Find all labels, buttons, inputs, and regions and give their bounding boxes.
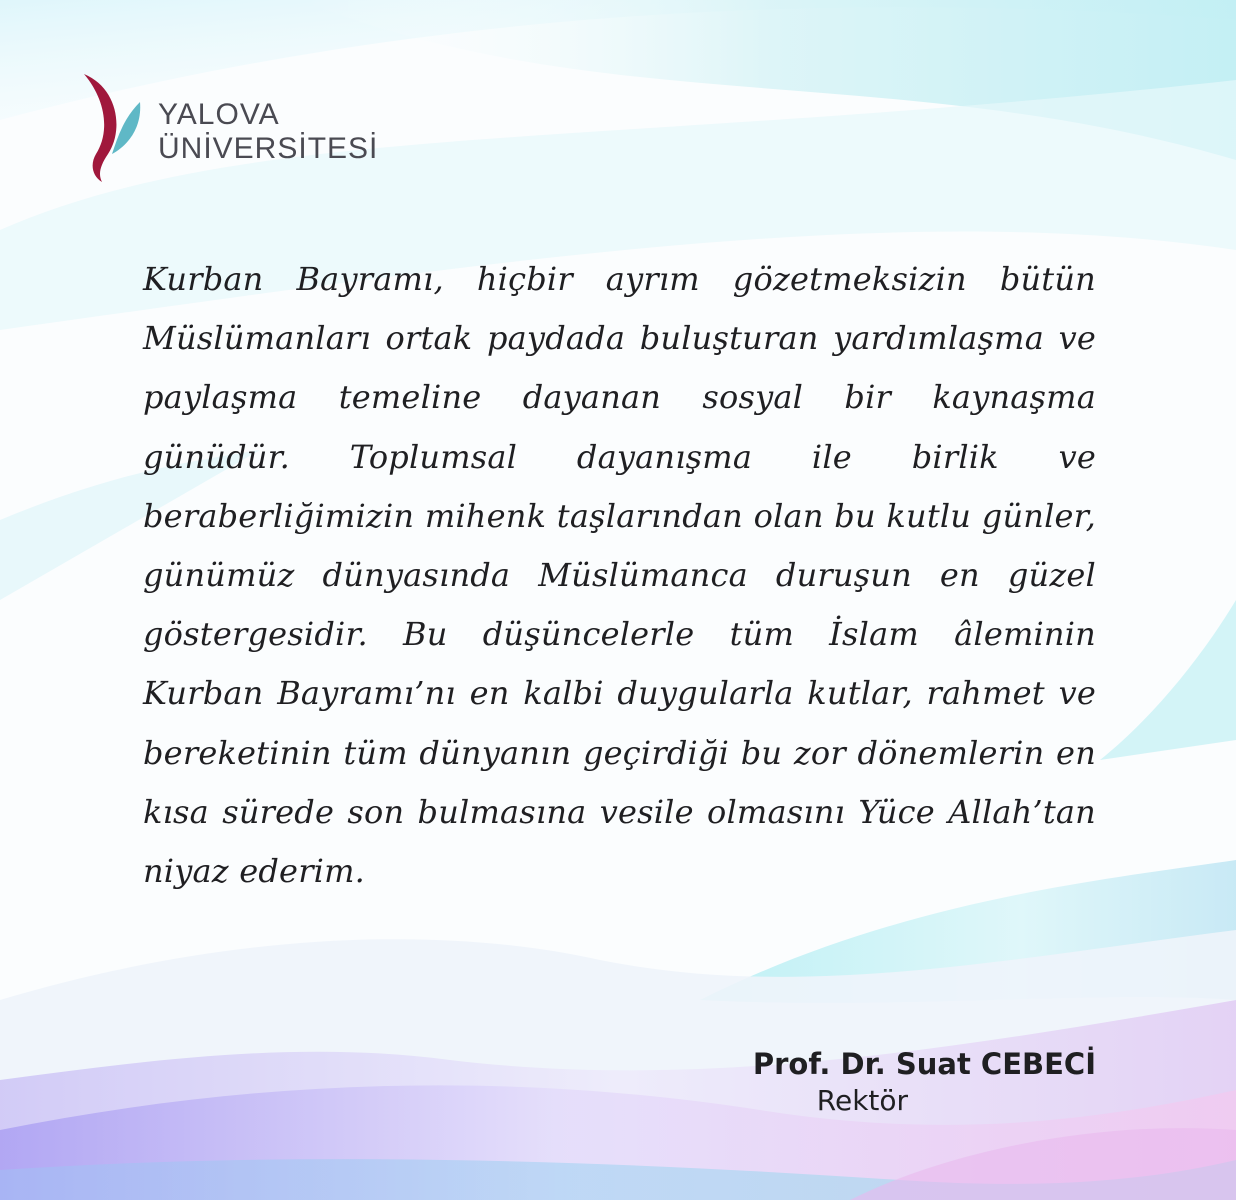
holiday-message: Kurban Bayramı, hiçbir ayrım gözetmeksizin bütün Müslümanları ortak paydada buluşturan yardımlaşma ve paylaşma temeline dayanan sosyal bir kaynaşma günüdür. Toplumsal dayanışma ile birlik ve beraberliğimizin mihenk taşlarından olan bu kutlu günler, günümüz dünyasında Müslümanca duruşun en güzel göstergesidir. Bu düşüncelerle tüm İslam âleminin Kurban Bayramı’nı en kalbi duygularla kutlar, rahmet ve bereketinin tüm dünyanın geçirdiği bu zor dönemlerin en kısa sürede son bulmasına vesile olmasını Yüce Allah’tan niyaz ederim. (143, 260, 1096, 891)
logo-line-1: YALOVA (158, 98, 280, 131)
logo-wordmark (158, 98, 378, 166)
university-logo (78, 70, 398, 188)
signature-block (753, 1044, 1096, 1118)
signatory-role: Rektör (816, 1084, 909, 1117)
signatory-name: Prof. Dr. Suat CEBECİ (752, 1047, 1096, 1081)
petal-logo-icon (78, 70, 148, 188)
logo-line-2: ÜNİVERSİTESİ (158, 132, 379, 165)
